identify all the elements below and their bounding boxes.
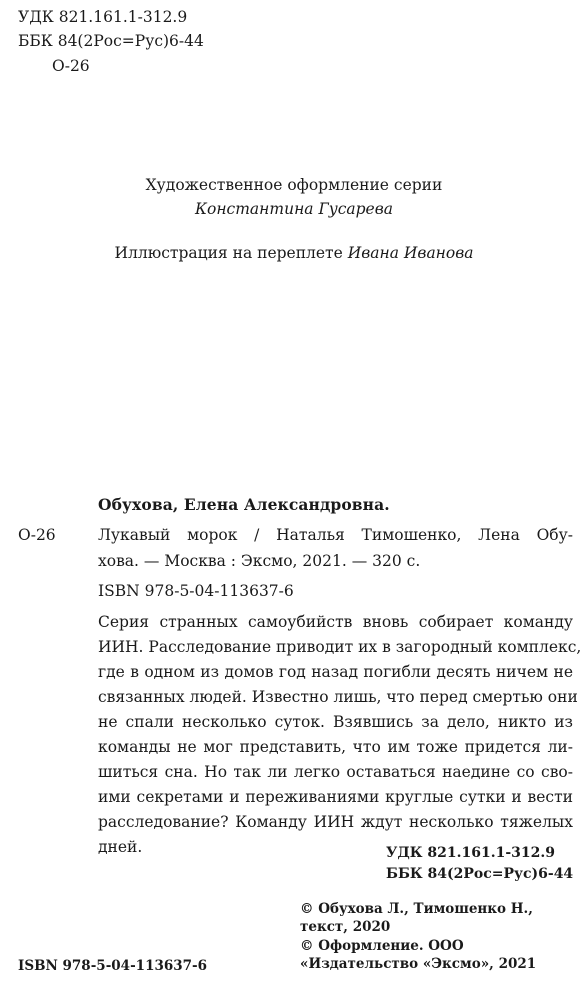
udk-code-bottom: УДК 821.161.1-312.9 bbox=[386, 845, 556, 861]
bibliography-heading: Обухова, Елена Александровна. bbox=[98, 495, 390, 514]
author-mark-top: О-26 bbox=[52, 57, 90, 75]
bbk-code-bottom: ББК 84(2Рос=Рус)6-44 bbox=[386, 866, 574, 882]
design-credit-author: Константина Гусарева bbox=[195, 200, 393, 218]
bibliography-line-2: хова. — Москва : Эксмо, 2021. — 320 с. bbox=[98, 552, 421, 570]
bibliography-line-1: Лукавый морок / Наталья Тимошенко, Лена Обу- bbox=[98, 526, 573, 544]
isbn-bottom: ISBN 978-5-04-113637-6 bbox=[18, 958, 208, 974]
udk-code-top: УДК 821.161.1-312.9 bbox=[18, 8, 188, 26]
description-line: не спали несколько суток. Взявшись за дело, никто из bbox=[98, 713, 573, 731]
description-line: ИИН. Расследование приводит их в загородный комплекс, bbox=[98, 638, 582, 656]
bbk-code-top: ББК 84(2Рос=Рус)6-44 bbox=[18, 32, 204, 50]
design-credit-label: Художественное оформление серии bbox=[145, 176, 443, 194]
description-line: где в одном из домов год назад погибли десять ничем не bbox=[98, 663, 573, 681]
copyright-text: © Обухова Л., Тимошенко Н., текст, 2020 bbox=[300, 901, 533, 935]
bibliography-isbn: ISBN 978-5-04-113637-6 bbox=[98, 582, 294, 600]
description-line: шиться сна. Но так ли легко оставаться наедине со сво- bbox=[98, 763, 573, 781]
description-line: ими секретами и переживаниями круглые сутки и вести bbox=[98, 788, 573, 806]
illustration-credit-author: Ивана Иванова bbox=[347, 244, 474, 262]
copyright-design: © Оформление. ООО «Издательство «Эксмо», 2021 bbox=[300, 938, 537, 972]
illustration-credit-label: Иллюстрация на переплете bbox=[114, 244, 343, 262]
description-line: команды не мог представить, что им тоже придется ли- bbox=[98, 738, 573, 756]
description-line: связанных людей. Известно лишь, что перед смертью они bbox=[98, 688, 578, 706]
description-line: расследование? Команду ИИН ждут несколько тяжелых bbox=[98, 813, 573, 831]
description-line: дней. bbox=[98, 838, 143, 856]
bibliography-author-mark: О-26 bbox=[18, 526, 56, 544]
illustration-credit bbox=[0, 241, 588, 265]
description-line: Серия странных самоубийств вновь собирает команду bbox=[98, 613, 573, 631]
